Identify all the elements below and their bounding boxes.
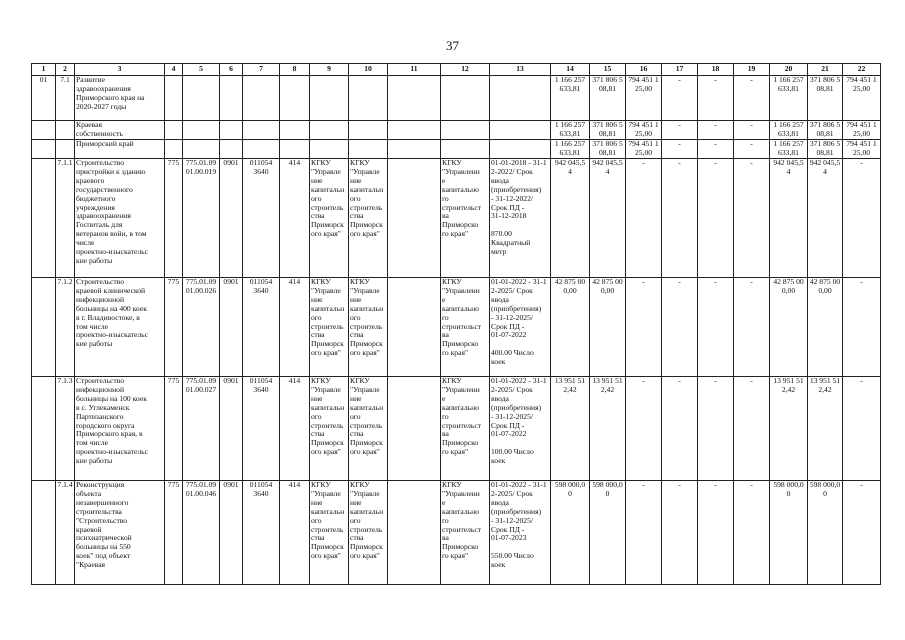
table-cell-col-1 bbox=[32, 140, 56, 159]
table-cell-col-10 bbox=[349, 140, 388, 159]
table-cell-col-13 bbox=[490, 140, 551, 159]
table-cell-col-20: 42 875 00 0,00 bbox=[770, 278, 808, 377]
table-cell-col-22: 794 451 1 25,00 bbox=[843, 76, 881, 121]
table-cell-col-20: 1 166 257 633,81 bbox=[770, 121, 808, 140]
table-cell-col-19: - bbox=[734, 140, 770, 159]
table-cell-col-7: 011054 3640 bbox=[243, 377, 280, 481]
table-cell-col-14: 598 000,0 0 bbox=[551, 481, 590, 585]
table-cell-col-13: 01-01-2022 - 31-1 2-2025/ Срок ввода (приобретения) - 31-12-2025/ Срок ПД - 01-07-2023 550.00 Число коек bbox=[490, 481, 551, 585]
table-cell-col-21: 598 000,0 0 bbox=[808, 481, 843, 585]
table-cell-col-18: - bbox=[698, 121, 734, 140]
table-cell-col-20: 1 166 257 633,81 bbox=[770, 76, 808, 121]
table-cell-col-6: 0901 bbox=[220, 377, 243, 481]
page-number: 37 bbox=[446, 38, 459, 53]
column-header: 8 bbox=[280, 64, 310, 76]
table-cell-col-4 bbox=[165, 121, 183, 140]
table-cell-col-11 bbox=[388, 121, 441, 140]
table-cell-col-9: КГКУ "Управле ние капитальн ого строитель ства Приморск ого края" bbox=[310, 278, 349, 377]
table-cell-col-20: 598 000,0 0 bbox=[770, 481, 808, 585]
table-cell-col-2: 7.1.3 bbox=[56, 377, 75, 481]
table-cell-col-17: - bbox=[662, 159, 698, 278]
table-cell-col-7: 011054 3640 bbox=[243, 159, 280, 278]
table-cell-col-21: 371 806 5 08,81 bbox=[808, 140, 843, 159]
table-cell-col-7: 011054 3640 bbox=[243, 278, 280, 377]
table-cell-col-11 bbox=[388, 76, 441, 121]
table-cell-col-6: 0901 bbox=[220, 278, 243, 377]
table-cell-col-4: 775 bbox=[165, 377, 183, 481]
table-cell-col-9 bbox=[310, 140, 349, 159]
table-cell-col-5: 775.01.09 01.00.026 bbox=[183, 278, 220, 377]
table-cell-col-1 bbox=[32, 377, 56, 481]
table-cell-col-14: 1 166 257 633,81 bbox=[551, 140, 590, 159]
table-cell-col-22: - bbox=[843, 481, 881, 585]
table-row bbox=[32, 121, 881, 140]
table-cell-col-14: 942 045,5 4 bbox=[551, 159, 590, 278]
table-cell-col-21: 13 951 51 2,42 bbox=[808, 377, 843, 481]
column-header: 10 bbox=[349, 64, 388, 76]
table-cell-col-19: - bbox=[734, 76, 770, 121]
table-cell-col-12 bbox=[441, 121, 490, 140]
table-cell-col-2: 7.1 bbox=[56, 76, 75, 121]
table-cell-col-12: КГКУ "Управлени е капитально го строительст ва Приморско го края" bbox=[441, 278, 490, 377]
table-cell-col-16: 794 451 1 25,00 bbox=[626, 76, 662, 121]
table-cell-col-5 bbox=[183, 121, 220, 140]
column-header: 2 bbox=[56, 64, 75, 76]
table-row bbox=[32, 76, 881, 121]
table-cell-col-17: - bbox=[662, 278, 698, 377]
table-cell-col-8: 414 bbox=[280, 377, 310, 481]
table-cell-col-7 bbox=[243, 121, 280, 140]
table-cell-col-4 bbox=[165, 140, 183, 159]
table-cell-col-1 bbox=[32, 159, 56, 278]
table-cell-col-10 bbox=[349, 76, 388, 121]
table-cell-col-18: - bbox=[698, 76, 734, 121]
table-cell-col-6 bbox=[220, 76, 243, 121]
table-cell-col-14: 13 951 51 2,42 bbox=[551, 377, 590, 481]
budget-table bbox=[31, 63, 881, 585]
table-cell-col-3: Строительство инфекционной больницы на 100 коек в с. Углекаменск Партизанского городского округа Приморского края, в том числе проектно-изыскательс кие работы bbox=[75, 377, 165, 481]
table-cell-col-17: - bbox=[662, 140, 698, 159]
table-cell-col-22: 794 451 1 25,00 bbox=[843, 140, 881, 159]
table-cell-col-3: Строительство краевой клинической инфекционной больницы на 400 коек в г. Владивостоке, в том числе проектно-изыскательс кие работы bbox=[75, 278, 165, 377]
column-header: 11 bbox=[388, 64, 441, 76]
table-cell-col-18: - bbox=[698, 140, 734, 159]
table-cell-col-11 bbox=[388, 481, 441, 585]
column-header: 22 bbox=[843, 64, 881, 76]
table-cell-col-19: - bbox=[734, 121, 770, 140]
column-header: 5 bbox=[183, 64, 220, 76]
table-row bbox=[32, 159, 881, 278]
table-cell-col-1 bbox=[32, 481, 56, 585]
table-cell-col-2: 7.1.2 bbox=[56, 278, 75, 377]
table-cell-col-9: КГКУ "Управле ние капитальн ого строитель ства Приморск ого края" bbox=[310, 481, 349, 585]
table-cell-col-11 bbox=[388, 377, 441, 481]
table-cell-col-10: КГКУ "Управле ние капитальн ого строитель ства Приморск ого края" bbox=[349, 377, 388, 481]
table-cell-col-1 bbox=[32, 278, 56, 377]
table-cell-col-11 bbox=[388, 159, 441, 278]
table-cell-col-11 bbox=[388, 140, 441, 159]
table-cell-col-22: - bbox=[843, 159, 881, 278]
table-cell-col-16: 794 451 1 25,00 bbox=[626, 140, 662, 159]
column-header: 13 bbox=[490, 64, 551, 76]
table-cell-col-16: - bbox=[626, 481, 662, 585]
table-cell-col-8: 414 bbox=[280, 278, 310, 377]
table-cell-col-13: 01-01-2022 - 31-1 2-2025/ Срок ввода (приобретения) - 31-12-2025/ Срок ПД - 01-07-2022 400.00 Число коек bbox=[490, 278, 551, 377]
table-cell-col-20: 13 951 51 2,42 bbox=[770, 377, 808, 481]
table-cell-col-3: Реконструкция объекта незавершенного строительства "Строительство краевой психиатрической больницы на 550 коек" под объект "Краевая bbox=[75, 481, 165, 585]
column-header: 18 bbox=[698, 64, 734, 76]
table-cell-col-4 bbox=[165, 76, 183, 121]
table-cell-col-5 bbox=[183, 76, 220, 121]
table-cell-col-19: - bbox=[734, 159, 770, 278]
table-cell-col-15: 13 951 51 2,42 bbox=[590, 377, 626, 481]
table-cell-col-4: 775 bbox=[165, 278, 183, 377]
column-header: 9 bbox=[310, 64, 349, 76]
table-cell-col-16: 794 451 1 25,00 bbox=[626, 121, 662, 140]
column-header: 15 bbox=[590, 64, 626, 76]
table-cell-col-8 bbox=[280, 76, 310, 121]
column-header: 4 bbox=[165, 64, 183, 76]
column-header: 12 bbox=[441, 64, 490, 76]
table-cell-col-17: - bbox=[662, 377, 698, 481]
table-cell-col-2: 7.1.1 bbox=[56, 159, 75, 278]
table-cell-col-6: 0901 bbox=[220, 159, 243, 278]
table-cell-col-13: 01-01-2018 - 31-1 2-2022/ Срок ввода (приобретения) - 31-12-2022/ Срок ПД - 31-12-2018 870.00 Квадратный метр bbox=[490, 159, 551, 278]
table-cell-col-18: - bbox=[698, 278, 734, 377]
table-cell-col-11 bbox=[388, 278, 441, 377]
table-cell-col-16: - bbox=[626, 159, 662, 278]
table-cell-col-8: 414 bbox=[280, 481, 310, 585]
table-cell-col-18: - bbox=[698, 377, 734, 481]
table-cell-col-2 bbox=[56, 140, 75, 159]
table-cell-col-13 bbox=[490, 121, 551, 140]
table-cell-col-10: КГКУ "Управле ние капитальн ого строитель ства Приморск ого края" bbox=[349, 159, 388, 278]
table-cell-col-16: - bbox=[626, 377, 662, 481]
table-row bbox=[32, 140, 881, 159]
table-cell-col-7: 011054 3640 bbox=[243, 481, 280, 585]
table-cell-col-12: КГКУ "Управлени е капитально го строительст ва Приморско го края" bbox=[441, 481, 490, 585]
table-cell-col-10 bbox=[349, 121, 388, 140]
table-cell-col-19: - bbox=[734, 481, 770, 585]
column-header: 16 bbox=[626, 64, 662, 76]
table-cell-col-8 bbox=[280, 140, 310, 159]
table-cell-col-10: КГКУ "Управле ние капитальн ого строитель ства Приморск ого края" bbox=[349, 481, 388, 585]
column-header: 6 bbox=[220, 64, 243, 76]
table-cell-col-5: 775.01.09 01.00.046 bbox=[183, 481, 220, 585]
table-cell-col-5: 775.01.09 01.00.027 bbox=[183, 377, 220, 481]
table-cell-col-15: 371 806 5 08,81 bbox=[590, 76, 626, 121]
table-cell-col-4: 775 bbox=[165, 481, 183, 585]
column-header: 19 bbox=[734, 64, 770, 76]
table-cell-col-21: 371 806 5 08,81 bbox=[808, 121, 843, 140]
table-cell-col-19: - bbox=[734, 278, 770, 377]
table-cell-col-15: 598 000,0 0 bbox=[590, 481, 626, 585]
table-cell-col-14: 1 166 257 633,81 bbox=[551, 76, 590, 121]
table-cell-col-8: 414 bbox=[280, 159, 310, 278]
table-cell-col-3: Приморский край bbox=[75, 140, 165, 159]
table-cell-col-12 bbox=[441, 140, 490, 159]
column-header: 20 bbox=[770, 64, 808, 76]
table-cell-col-8 bbox=[280, 121, 310, 140]
table-cell-col-6 bbox=[220, 140, 243, 159]
header-row bbox=[32, 64, 881, 76]
table-cell-col-2: 7.1.4 bbox=[56, 481, 75, 585]
table-cell-col-17: - bbox=[662, 76, 698, 121]
table-cell-col-22: - bbox=[843, 377, 881, 481]
table-cell-col-12 bbox=[441, 76, 490, 121]
table-cell-col-9: КГКУ "Управле ние капитальн ого строитель ства Приморск ого края" bbox=[310, 377, 349, 481]
table-cell-col-1: 01 bbox=[32, 76, 56, 121]
table-cell-col-20: 942 045,5 4 bbox=[770, 159, 808, 278]
table-cell-col-22: - bbox=[843, 278, 881, 377]
table-cell-col-14: 42 875 00 0,00 bbox=[551, 278, 590, 377]
table-cell-col-9 bbox=[310, 76, 349, 121]
table-cell-col-22: 794 451 1 25,00 bbox=[843, 121, 881, 140]
column-header: 21 bbox=[808, 64, 843, 76]
table-cell-col-15: 42 875 00 0,00 bbox=[590, 278, 626, 377]
table-cell-col-19: - bbox=[734, 377, 770, 481]
table-cell-col-10: КГКУ "Управле ние капитальн ого строитель ства Приморск ого края" bbox=[349, 278, 388, 377]
table-row bbox=[32, 278, 881, 377]
table-cell-col-21: 42 875 00 0,00 bbox=[808, 278, 843, 377]
table-cell-col-9 bbox=[310, 121, 349, 140]
table-cell-col-3: Строительство пристройки к зданию краевого государственного бюджетного учреждения здравоохранения Госпиталь для ветеранов войн, в том числе проектно-изыскательс кие работы bbox=[75, 159, 165, 278]
table-cell-col-12: КГКУ "Управлени е капитально го строительст ва Приморско го края" bbox=[441, 159, 490, 278]
table-cell-col-1 bbox=[32, 121, 56, 140]
table-cell-col-15: 942 045,5 4 bbox=[590, 159, 626, 278]
table-cell-col-7 bbox=[243, 140, 280, 159]
table-cell-col-21: 942 045,5 4 bbox=[808, 159, 843, 278]
column-header: 17 bbox=[662, 64, 698, 76]
table-cell-col-6: 0901 bbox=[220, 481, 243, 585]
table-cell-col-17: - bbox=[662, 121, 698, 140]
table-cell-col-18: - bbox=[698, 159, 734, 278]
table-cell-col-3: Развитие здравоохранения Приморского края на 2020-2027 годы bbox=[75, 76, 165, 121]
table-cell-col-6 bbox=[220, 121, 243, 140]
column-header: 3 bbox=[75, 64, 165, 76]
column-header: 14 bbox=[551, 64, 590, 76]
table-cell-col-5 bbox=[183, 140, 220, 159]
table-cell-col-2 bbox=[56, 121, 75, 140]
table-cell-col-12: КГКУ "Управлени е капитально го строительст ва Приморско го края" bbox=[441, 377, 490, 481]
table-cell-col-7 bbox=[243, 76, 280, 121]
table-cell-col-14: 1 166 257 633,81 bbox=[551, 121, 590, 140]
table-cell-col-4: 775 bbox=[165, 159, 183, 278]
table-cell-col-20: 1 166 257 633,81 bbox=[770, 140, 808, 159]
table-cell-col-15: 371 806 5 08,81 bbox=[590, 140, 626, 159]
table-cell-col-5: 775.01.09 01.00.019 bbox=[183, 159, 220, 278]
column-header: 1 bbox=[32, 64, 56, 76]
table-row bbox=[32, 481, 881, 585]
table-cell-col-15: 371 806 5 08,81 bbox=[590, 121, 626, 140]
table-cell-col-3: Краевая собственность bbox=[75, 121, 165, 140]
column-header: 7 bbox=[243, 64, 280, 76]
table-cell-col-16: - bbox=[626, 278, 662, 377]
table-cell-col-13 bbox=[490, 76, 551, 121]
table-cell-col-13: 01-01-2022 - 31-1 2-2025/ Срок ввода (приобретения) - 31-12-2025/ Срок ПД - 01-07-2022 100.00 Число коек bbox=[490, 377, 551, 481]
table-cell-col-18: - bbox=[698, 481, 734, 585]
table-cell-col-21: 371 806 5 08,81 bbox=[808, 76, 843, 121]
table-cell-col-17: - bbox=[662, 481, 698, 585]
table-cell-col-9: КГКУ "Управле ние капитальн ого строитель ства Приморск ого края" bbox=[310, 159, 349, 278]
table-row bbox=[32, 377, 881, 481]
